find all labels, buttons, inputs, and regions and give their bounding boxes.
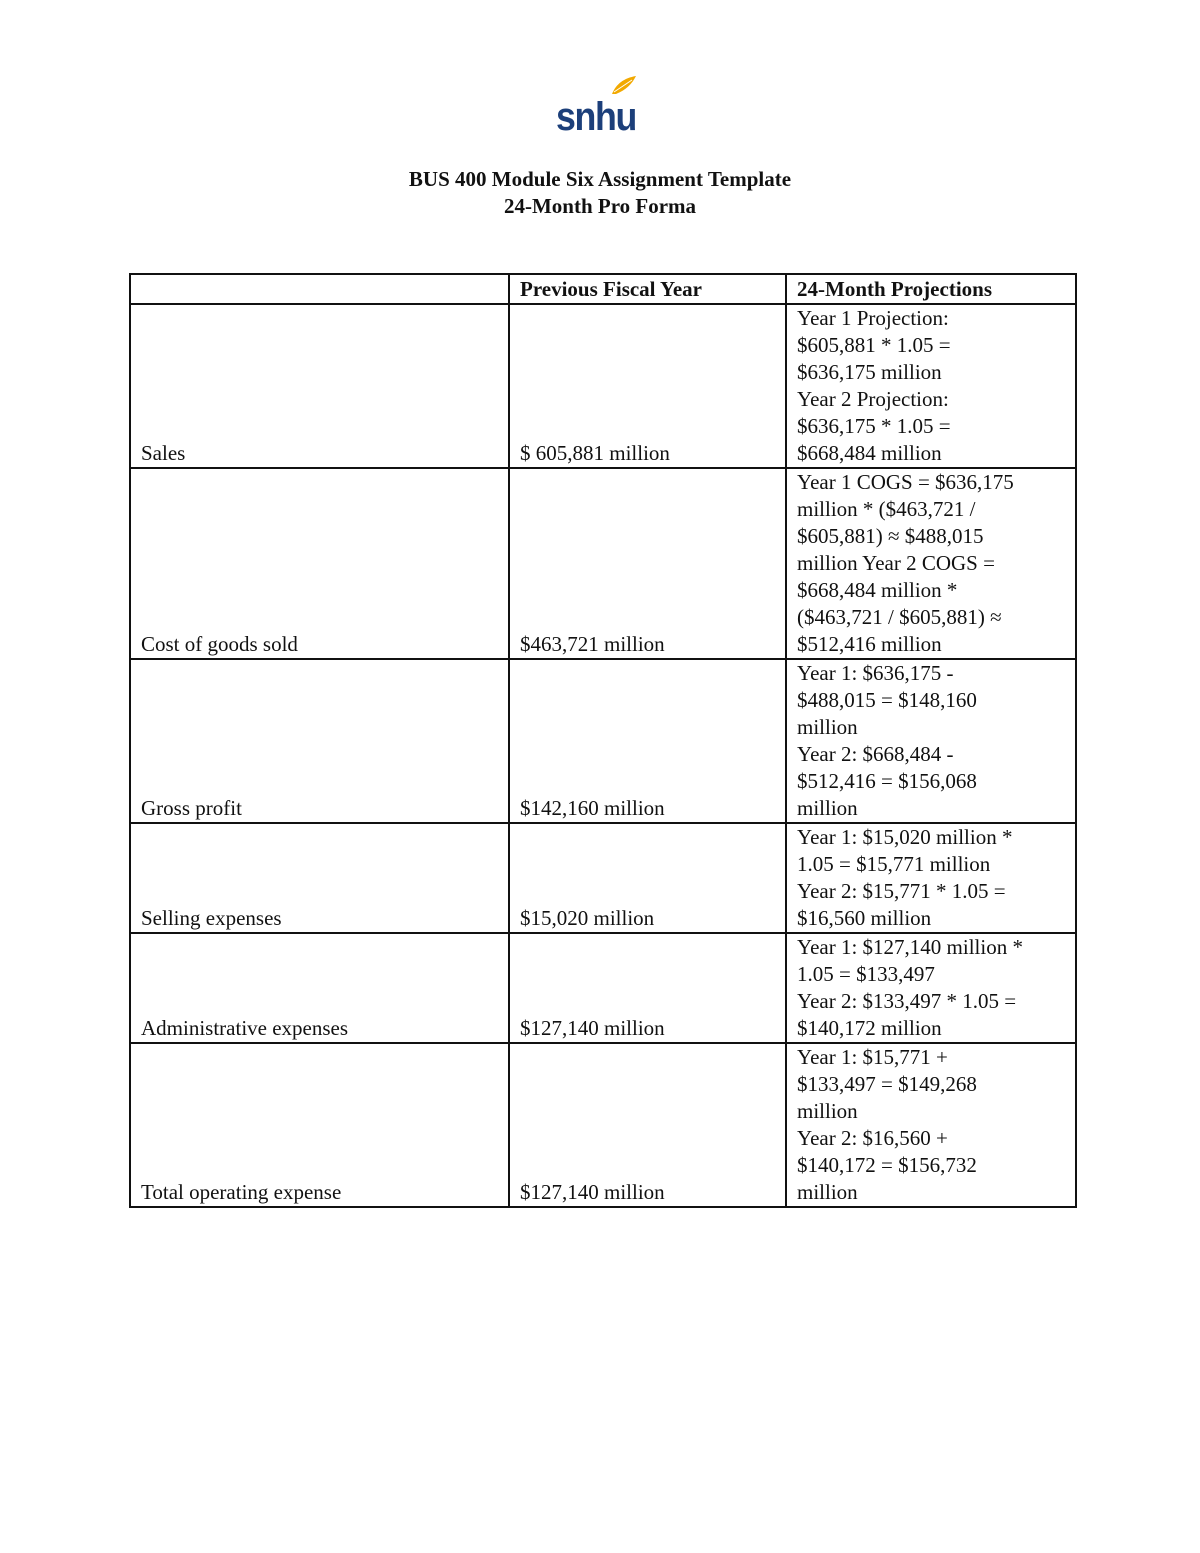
logo-text: snhu bbox=[556, 95, 636, 134]
projection-line: Year 2: $133,497 * 1.05 = bbox=[797, 989, 1017, 1013]
header-cell-24-month-projections: 24-Month Projections bbox=[786, 274, 1076, 304]
document-title-block bbox=[0, 166, 1200, 220]
document-subtitle: 24-Month Pro Forma bbox=[503, 194, 697, 218]
table-header-row bbox=[130, 274, 1076, 304]
projection-line: $636,175 million bbox=[797, 360, 942, 384]
previous-fiscal-year-value: $142,160 million bbox=[509, 659, 786, 823]
projection-line: million bbox=[797, 796, 858, 820]
projection-cell bbox=[786, 304, 1076, 468]
table-row bbox=[130, 933, 1076, 1043]
projection-line: Year 1: $636,175 - bbox=[797, 661, 954, 685]
previous-fiscal-year-value: $ 605,881 million bbox=[509, 304, 786, 468]
row-label: Selling expenses bbox=[130, 823, 509, 933]
projection-line: $488,015 = $148,160 bbox=[797, 688, 977, 712]
row-label: Gross profit bbox=[130, 659, 509, 823]
projection-line: $636,175 * 1.05 = bbox=[797, 414, 951, 438]
pro-forma-table bbox=[129, 273, 1077, 1208]
projection-line: $668,484 million bbox=[797, 441, 942, 465]
projection-line: Year 1 Projection: bbox=[797, 306, 949, 330]
projection-cell bbox=[786, 823, 1076, 933]
row-label: Sales bbox=[130, 304, 509, 468]
snhu-logo bbox=[556, 72, 640, 134]
projection-cell bbox=[786, 1043, 1076, 1207]
projection-line: $512,416 = $156,068 bbox=[797, 769, 977, 793]
projection-line: $668,484 million * bbox=[797, 578, 958, 602]
projection-line: Year 2: $16,560 + bbox=[797, 1126, 948, 1150]
projection-line: $605,881 * 1.05 = bbox=[797, 333, 951, 357]
projection-line: Year 1: $15,771 + bbox=[797, 1045, 948, 1069]
previous-fiscal-year-value: $463,721 million bbox=[509, 468, 786, 659]
projection-line: million bbox=[797, 1180, 858, 1204]
projection-line: $512,416 million bbox=[797, 632, 942, 656]
projection-line: million * ($463,721 / bbox=[797, 497, 976, 521]
row-label: Cost of goods sold bbox=[130, 468, 509, 659]
projection-cell bbox=[786, 468, 1076, 659]
table-row bbox=[130, 304, 1076, 468]
header-cell-label bbox=[130, 274, 509, 304]
header-cell-previous-fiscal-year: Previous Fiscal Year bbox=[509, 274, 786, 304]
snhu-logo-graphic bbox=[556, 72, 640, 134]
projection-line: $140,172 million bbox=[797, 1016, 942, 1040]
projection-line: Year 1: $15,020 million * bbox=[797, 825, 1013, 849]
projection-line: Year 1: $127,140 million * bbox=[797, 935, 1023, 959]
projection-line: $16,560 million bbox=[797, 906, 932, 930]
table-body bbox=[130, 304, 1076, 1207]
projection-line: 1.05 = $133,497 bbox=[797, 962, 935, 986]
document-title: BUS 400 Module Six Assignment Template bbox=[408, 167, 792, 191]
row-label: Total operating expense bbox=[130, 1043, 509, 1207]
table-row bbox=[130, 823, 1076, 933]
projection-line: $133,497 = $149,268 bbox=[797, 1072, 977, 1096]
projection-line: Year 2: $668,484 - bbox=[797, 742, 954, 766]
projection-line: Year 2: $15,771 * 1.05 = bbox=[797, 879, 1006, 903]
projection-line: $140,172 = $156,732 bbox=[797, 1153, 977, 1177]
previous-fiscal-year-value: $15,020 million bbox=[509, 823, 786, 933]
projection-line: million bbox=[797, 1099, 858, 1123]
projection-line: Year 2 Projection: bbox=[797, 387, 949, 411]
projection-line: million bbox=[797, 715, 858, 739]
previous-fiscal-year-value: $127,140 million bbox=[509, 1043, 786, 1207]
projection-line: million Year 2 COGS = bbox=[797, 551, 995, 575]
projection-line: $605,881) ≈ $488,015 bbox=[797, 524, 984, 548]
projection-cell bbox=[786, 933, 1076, 1043]
previous-fiscal-year-value: $127,140 million bbox=[509, 933, 786, 1043]
projection-line: 1.05 = $15,771 million bbox=[797, 852, 991, 876]
row-label: Administrative expenses bbox=[130, 933, 509, 1043]
table-row bbox=[130, 468, 1076, 659]
projection-line: ($463,721 / $605,881) ≈ bbox=[797, 605, 1002, 629]
projection-line: Year 1 COGS = $636,175 bbox=[797, 470, 1014, 494]
projection-cell bbox=[786, 659, 1076, 823]
table-row bbox=[130, 659, 1076, 823]
table-row bbox=[130, 1043, 1076, 1207]
